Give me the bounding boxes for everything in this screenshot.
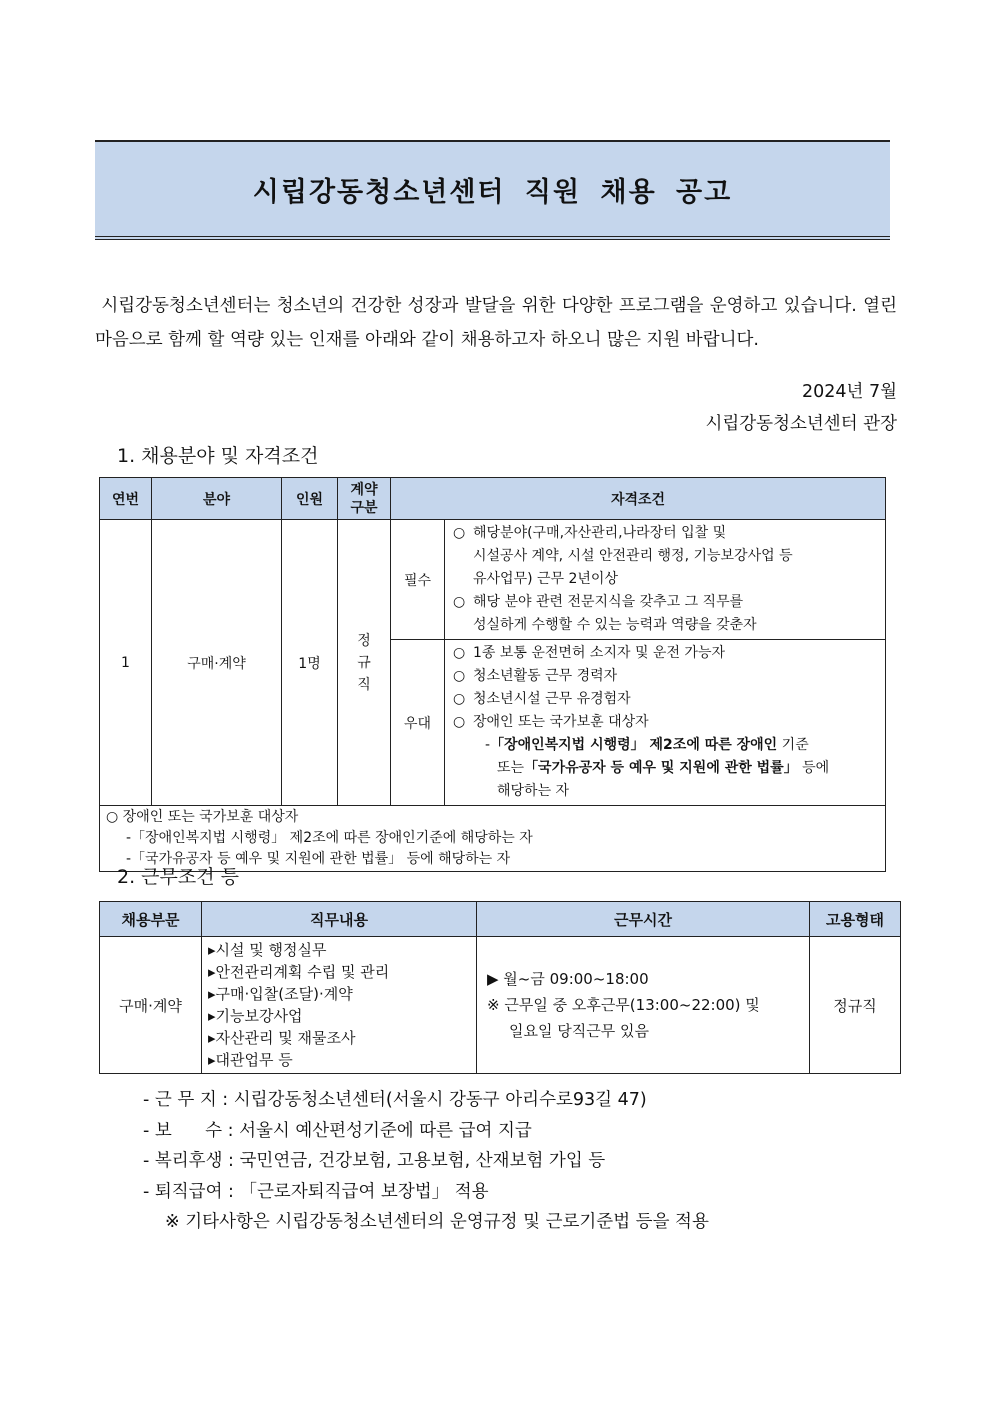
duties-list <box>202 937 477 1074</box>
required-qualifications: ○ 해당분야(구매,자산관리,나라장터 입찰 및 시설공사 계약, 시설 안전관리 행정, 기능보강사업 등 유사업무) 근무 2년이상 ○ 해당 분야 관련 전문지식을 갖추고 그 직무를 성실하게 수행할 수 있는 능력과 역량을 갖춘자 <box>445 520 886 640</box>
page-title: 시립강동청소년센터 직원 채용 공고 <box>252 176 733 208</box>
required-item: ○ 해당 분야 관련 전문지식을 갖추고 그 직무를 <box>453 594 744 610</box>
header-hours: 근무시간 <box>477 902 810 937</box>
condition-item: - 퇴직급여 : 「근로자퇴직급여 보장법」 적용 <box>143 1181 489 1202</box>
duty-item: ▸기능보강사업 <box>208 1007 303 1025</box>
qualification-table <box>99 477 886 872</box>
work-hours: ▶ 월~금 09:00~18:00 ※ 근무일 중 오후근무(13:00~22:00) 및 일요일 당직근무 있음 <box>477 937 810 1074</box>
preferred-qualifications: ○ 1종 보통 운전면허 소지자 및 운전 가능자 ○ 청소년활동 근무 경력자 ○ 청소년시설 근무 유경험자 ○ 장애인 또는 국가보훈 대상자 -「장애인복지법 시행령」 제2조에 따른 장애인 기준 또는「국가유공자 등 예우 및 지원에 관한 법률」 등에 해당하는 자 <box>445 640 886 806</box>
preferred-item: ○ 청소년활동 근무 경력자 <box>453 668 618 684</box>
section2-heading: 2. 근무조건 등 <box>117 866 239 888</box>
duty-item: ▸대관업무 등 <box>208 1051 293 1069</box>
header-dept: 채용부문 <box>100 902 202 937</box>
title-banner <box>95 140 890 240</box>
row-field: 구매·계약 <box>152 520 282 806</box>
header-duties: 직무내용 <box>202 902 477 937</box>
preferred-detail: -「장애인복지법 시행령」 제2조에 따른 장애인 기준 <box>485 737 809 753</box>
row-no: 1 <box>100 520 152 806</box>
section1-heading: 1. 채용분야 및 자격조건 <box>117 445 319 467</box>
header-contract: 계약 구분 <box>338 478 391 520</box>
intro-paragraph <box>95 289 897 357</box>
header-type: 고용형태 <box>810 902 901 937</box>
row-contract: 정 규 직 <box>338 520 391 806</box>
required-item: ○ 해당분야(구매,자산관리,나라장터 입찰 및 <box>453 525 727 541</box>
preferred-label: 우대 <box>391 640 445 806</box>
footnote: ※ 기타사항은 시립강동청소년센터의 운영규정 및 근로기준법 등을 적용 <box>165 1212 709 1232</box>
employment-type: 정규직 <box>810 937 901 1074</box>
condition-item: - 근 무 지 : 시립강동청소년센터(서울시 강동구 아리수로93길 47) <box>143 1090 647 1110</box>
required-label: 필수 <box>391 520 445 640</box>
header-field: 분야 <box>152 478 282 520</box>
row-count: 1명 <box>282 520 338 806</box>
condition-item: - 보 수 : 서울시 예산편성기준에 따른 급여 지급 <box>143 1120 532 1141</box>
working-conditions-table <box>99 901 901 1074</box>
duty-item: ▸자산관리 및 재물조사 <box>208 1029 356 1047</box>
condition-item: - 복리후생 : 국민연금, 건강보험, 고용보험, 산재보험 가입 등 <box>143 1151 606 1171</box>
duty-item: ▸시설 및 행정실무 <box>208 941 327 959</box>
header-qualifications: 자격조건 <box>391 478 886 520</box>
row-dept: 구매·계약 <box>100 937 202 1074</box>
header-no: 연번 <box>100 478 152 520</box>
preferred-item: ○ 장애인 또는 국가보훈 대상자 <box>453 714 649 730</box>
issuer: 시립강동청소년센터 관장 <box>705 414 897 434</box>
announcement-date: 2024년 7월 <box>801 382 897 402</box>
header-count: 인원 <box>282 478 338 520</box>
duty-item: ▸구매·입찰(조달)·계약 <box>208 985 353 1003</box>
intro-text: 시립강동청소년센터는 청소년의 건강한 성장과 발달을 위한 다양한 프로그램을 운영하고 있습니다. 열린 마음으로 함께 할 역량 있는 인재를 아래와 같이 채용하고자 하오니 많은 지원 바랍니다. <box>95 296 897 350</box>
preferred-item: ○ 1종 보통 운전면허 소지자 및 운전 가능자 <box>453 645 725 661</box>
preferred-item: ○ 청소년시설 근무 유경험자 <box>453 691 631 707</box>
duty-item: ▸안전관리계획 수립 및 관리 <box>208 963 390 981</box>
conditions-list <box>143 1085 709 1238</box>
note-box: ○ 장애인 또는 국가보훈 대상자 -「장애인복지법 시행령」 제2조에 따른 장애인기준에 해당하는 자 -「국가유공자 등 예우 및 지원에 관한 법률」 등에 해당하는 자 <box>100 806 886 872</box>
